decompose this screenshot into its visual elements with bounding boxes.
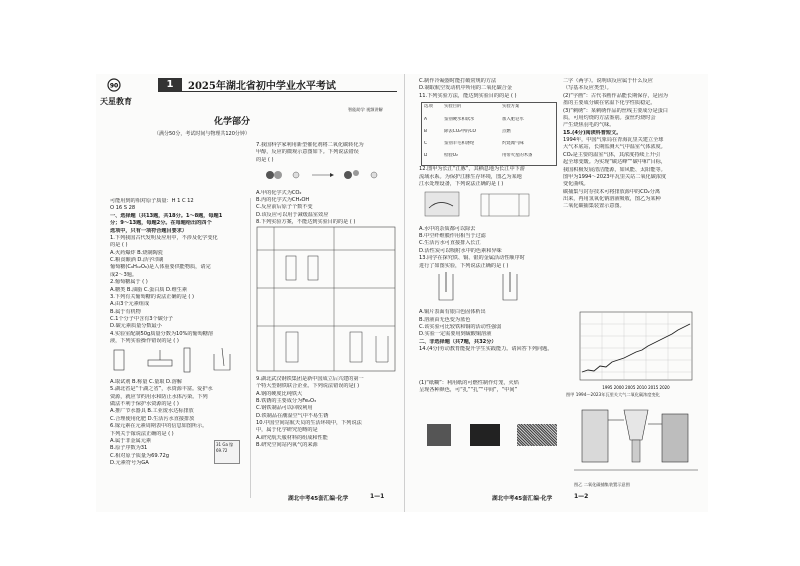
text-line: A.水中的杂质都可以除去 bbox=[419, 225, 476, 232]
text-line: 二、非选择题（共7题，共32分） bbox=[419, 338, 497, 345]
text-line: 个特大型钢铁联合企业。下列说法错误的是( ) bbox=[256, 383, 360, 390]
text-line: C.反应前后原子个数不变 bbox=[256, 204, 313, 211]
text-line: A.由3个元素组成 bbox=[110, 301, 150, 308]
metal-experiment-figure bbox=[419, 270, 557, 306]
table-cell: C bbox=[424, 141, 428, 147]
gallium-info: 31 Ga 镓 69.72 bbox=[216, 442, 234, 453]
column-1 bbox=[110, 198, 248, 467]
text-line: 15.(4分)阅读科普短文。 bbox=[563, 129, 622, 136]
text-line: 1.下列我国古代发明及应用中，不涉及化学变化 bbox=[110, 234, 218, 241]
text-line: (3)“刺绣”：某刺绣作品的丝线主要成分是蛋白 bbox=[563, 107, 668, 114]
text-line: 选项中，只有一项符合题目要求） bbox=[110, 227, 188, 234]
text-line: B.中空纤维膜作用相当于过滤 bbox=[419, 233, 486, 239]
text-line: A.糖类 B.油脂 C.蛋白质 D.维生素 bbox=[110, 286, 188, 293]
text-line: 1994年，中国气象局在青海瓦里关建立全球 bbox=[563, 137, 664, 143]
column-divider bbox=[250, 198, 251, 498]
table-cell: 鉴别硬水和软水 bbox=[444, 117, 475, 123]
text-line: 3.下列有关葡萄糖的说法正确的是 ( ) bbox=[110, 293, 194, 300]
text-line: B.丙的化学式为CH₃OH bbox=[256, 196, 310, 203]
text-line: 成2～3题。 bbox=[110, 271, 138, 278]
text-line: 起全球变暖。为实现“碳达峰”“碳中和”目标， bbox=[563, 159, 667, 166]
device-caption: 图乙 二氧化碳捕集装置示意图 bbox=[574, 482, 630, 487]
river-figure bbox=[419, 188, 557, 222]
text-line: A.属于非金属元素 bbox=[110, 437, 151, 444]
calligraphy-image bbox=[470, 424, 500, 446]
text-line: 12.图甲为长江“江豚”，其栖息地为长江中下游 bbox=[419, 166, 525, 173]
text-line: 大气本底站，长期监测大气中温室气体浓度。 bbox=[563, 144, 666, 151]
text-line: C.1个分子中含有3个碳分子 bbox=[110, 316, 174, 322]
text-line: A.推广节水器具 B.工业废水达标排放 bbox=[110, 408, 194, 415]
text-line: D.制取航空发动机中所用的二氧化碳合金 bbox=[419, 85, 512, 92]
text-line: （写基本反应类型）。 bbox=[563, 85, 612, 92]
svg-text:90: 90 bbox=[109, 82, 119, 90]
chart-caption: 图甲 1994～2023年瓦里关大气二氧化碳浓度变化 bbox=[566, 392, 660, 397]
svg-text:1995 2000 2005 2010 2015: 1995 2000 2005 2010 2015 2020 bbox=[602, 385, 670, 390]
text-line: 分；9～13题，每题2分。在每题给出的四个 bbox=[110, 220, 212, 227]
text-line: 图甲为1994～2023年瓦里关站二氧化碳浓度 bbox=[563, 173, 667, 180]
exam-sheet bbox=[96, 74, 708, 512]
table-header: 实验目的 bbox=[444, 104, 462, 110]
table-cell: 鉴别羊毛和涤纶 bbox=[444, 141, 475, 147]
text-line: B.铁锈的主要成分为Fe₂O₃ bbox=[256, 397, 317, 404]
exam-info: （满分50分，考试时间与物理共120分钟） bbox=[154, 131, 250, 137]
text-line: 的是 ( ) bbox=[110, 242, 128, 249]
text-line: D.碳元素质量分数最小 bbox=[110, 323, 162, 330]
lab-operations-figure bbox=[110, 346, 246, 376]
text-line: A.甲的化学式为CO₂ bbox=[256, 189, 302, 196]
text-line: C.生活污水可直接排入长江 bbox=[419, 240, 481, 247]
text-line: A.钢的硬度比纯铁大 bbox=[256, 390, 303, 397]
header-note: 智能助学 视频讲解 bbox=[348, 107, 383, 112]
brand-logo-icon bbox=[104, 78, 124, 92]
table-cell: 用带火星的木条 bbox=[502, 153, 533, 159]
footer-right-page: 1—2 bbox=[574, 493, 589, 500]
text-line: 墨的主要成分碳在常温下化学性质稳定。 bbox=[563, 100, 656, 107]
text-line: 江水处理设备，下列说法正确的是 ( ) bbox=[419, 180, 504, 187]
text-line: O 16 S 28 bbox=[110, 205, 136, 212]
text-line: D.实验一定需要用到硫酸铜溶液 bbox=[419, 331, 492, 338]
gallium-element-box bbox=[214, 440, 240, 464]
text-line: C.合理使用化肥 D.生活污水直接排放 bbox=[110, 415, 195, 422]
text-line: A.取试剂 B.称量 C.量取 D.溶解 bbox=[110, 378, 182, 385]
text-line: (1)“纸糊”：利用纸的可燃性制作灯笼，火焰 bbox=[419, 379, 519, 386]
experiment-table-figure bbox=[256, 226, 396, 372]
table-cell: 加入肥皂水 bbox=[502, 117, 524, 123]
table-cell: 灼烧闻气味 bbox=[502, 141, 524, 147]
text-line: 11.下列实验方法，能达到实验目的的是 ( ) bbox=[419, 92, 517, 99]
table-cell: B bbox=[424, 129, 427, 135]
footer-left-page: 1—1 bbox=[370, 493, 385, 500]
text-line: B.溶液由无色变为蓝色 bbox=[419, 316, 471, 323]
text-line: 葡萄糖(C₆H₁₂O₆)是人体重要供能物质，请完 bbox=[110, 264, 211, 271]
text-line: C.粮食酿酒 D.活字印刷 bbox=[110, 257, 164, 263]
page-title: 2025年湖北省初中学业水平考试 bbox=[188, 81, 336, 92]
text-line: 进行了如图实验，下列说法正确的是 ( ) bbox=[419, 262, 509, 269]
text-line: 8.下列实验方案，不能达到实验目的的是 ( ) bbox=[256, 219, 356, 225]
text-line: 呈现各种颜色，可“扎”“扎”“中间”，“中间” bbox=[419, 386, 518, 393]
text-line: 5.湖北省是“千湖之省”，水资源丰富。爱护水 bbox=[110, 386, 213, 393]
spine bbox=[404, 74, 405, 512]
text-line: C.制作冷凝器时能打破常规的方法 bbox=[419, 78, 497, 84]
footer-left: 湖北中考45套汇编·化学 bbox=[288, 496, 349, 502]
text-line: 可能用到的相对原子质量：H 1 C 12 bbox=[110, 198, 194, 204]
column-4 bbox=[563, 78, 703, 211]
text-line: 9.湖北武汉钢铁集团是新中国成立后兴建的第一 bbox=[256, 375, 364, 382]
text-line: 流域水系。为保护江豚生存环境，图乙为某地 bbox=[419, 173, 522, 180]
brand-name: 天星教育 bbox=[100, 96, 132, 106]
lantern-image bbox=[427, 424, 451, 446]
text-line: B.属于有机物 bbox=[110, 308, 141, 315]
text-line: 6.镓元素在元素周期表中的信息如图所示。 bbox=[110, 423, 208, 430]
text-line: 中，属于化学研究范畴的是 bbox=[256, 427, 318, 434]
table-cell: 检验O₂ bbox=[444, 153, 458, 159]
text-line: 二氧化碳捕集装置示意图。 bbox=[563, 203, 625, 210]
text-line: A.研究航天服材料的组成和性能 bbox=[256, 434, 328, 441]
text-line: 变化曲线。 bbox=[563, 181, 589, 188]
text-line: 二字（两字）。说明该反应属于什么反应 bbox=[563, 78, 653, 84]
column-3 bbox=[419, 78, 559, 394]
table-cell: 点燃 bbox=[502, 129, 511, 135]
text-line: D.铁制品在潮湿空气中不易生锈 bbox=[256, 412, 329, 419]
text-line: C.钢铁制品可以回收利用 bbox=[256, 405, 313, 412]
text-line: C.该实验可比较铁和铜的活动性强弱 bbox=[419, 324, 502, 330]
footer-right: 湖北中考45套汇编·化学 bbox=[492, 496, 553, 502]
section-title: 化学部分 bbox=[214, 117, 251, 127]
text-line: C.相对原子质量为69.72g bbox=[110, 452, 169, 459]
text-line: 资源，就应节约用水和防止水体污染。下列 bbox=[110, 393, 208, 400]
table-cell: 除去CO₂中的CO bbox=[444, 129, 476, 135]
text-line: 一、选择题（共13题，共18分。1～8题，每题1 bbox=[110, 212, 223, 219]
table-cell: A bbox=[424, 117, 427, 123]
text-line: 10.中国空间站航天员的生活环境中，下列说法 bbox=[256, 420, 362, 426]
text-line: B.原子序数为31 bbox=[110, 445, 148, 452]
text-line: 13.同学在探究铁、铜、银的金属活动性顺序时 bbox=[419, 255, 525, 262]
text-line: 出来，再用氢氧化钠溶液吸收，图乙为某种 bbox=[563, 196, 661, 202]
text-line: 下列关于镓说法正确的是 ( ) bbox=[110, 430, 174, 437]
text-line: A.铜片表面有银白色固体析出 bbox=[419, 309, 486, 316]
text-line: D.该反应可以用于减缓温室效应 bbox=[256, 211, 329, 218]
text-line: 液，下列实验操作错误的是 ( ) bbox=[110, 338, 179, 345]
text-line: (2)“字画”：古代书画作品能长期保存，是因为 bbox=[563, 92, 668, 99]
text-line: 我国积极发展清洁能源，如风能、太阳能等。 bbox=[563, 166, 666, 173]
text-line: 14.(4分)劳动教育能提升学生实践能力。请回答下列问题。 bbox=[419, 346, 553, 353]
text-line: 2.葡萄糖属于 ( ) bbox=[110, 279, 148, 286]
text-line: B.研究空间站内氧气的来源 bbox=[256, 442, 318, 449]
embroidery-image bbox=[517, 424, 557, 446]
co2-trend-chart bbox=[574, 310, 698, 392]
text-line: 的是 ( ) bbox=[256, 156, 274, 163]
reaction-diagram bbox=[256, 164, 394, 186]
text-line: CO₂是主要的温室气体，其浓度持续上升引 bbox=[563, 151, 660, 158]
text-line: A.火药爆炸 B.烧制陶瓷 bbox=[110, 249, 163, 256]
table-header: 实验方案 bbox=[502, 104, 520, 110]
method-table bbox=[419, 100, 559, 166]
text-line: 碳捕集与封存技术可将排放源中的CO₂分离 bbox=[563, 188, 660, 195]
text-line: 产生烧焦羽毛的气味。 bbox=[563, 122, 615, 129]
column-2 bbox=[256, 142, 396, 450]
text-line: 做法不利于保护水资源的是 ( ) bbox=[110, 401, 179, 407]
text-line: D.元素符号为GA bbox=[110, 460, 149, 466]
paper-number: 1 bbox=[158, 78, 182, 92]
text-line: 甲醇，反应的微观示意图如下。下列说法错误 bbox=[256, 149, 359, 156]
co2-capture-device bbox=[574, 400, 698, 482]
table-cell: D bbox=[424, 153, 428, 159]
craft-images bbox=[419, 354, 559, 380]
text-line: 质，可用灼烧的方法鉴别。蚕丝灼烧时会 bbox=[563, 114, 656, 121]
text-line: 4.实验室配制50g质量分数为10%的葡萄糖溶 bbox=[110, 330, 214, 337]
text-line: D.活性炭可以吸附水中的色素和异味 bbox=[419, 247, 502, 254]
table-header: 选项 bbox=[424, 104, 433, 110]
text-line: 7.我国科学家利用新型催化剂将二氧化碳转化为 bbox=[256, 142, 364, 148]
